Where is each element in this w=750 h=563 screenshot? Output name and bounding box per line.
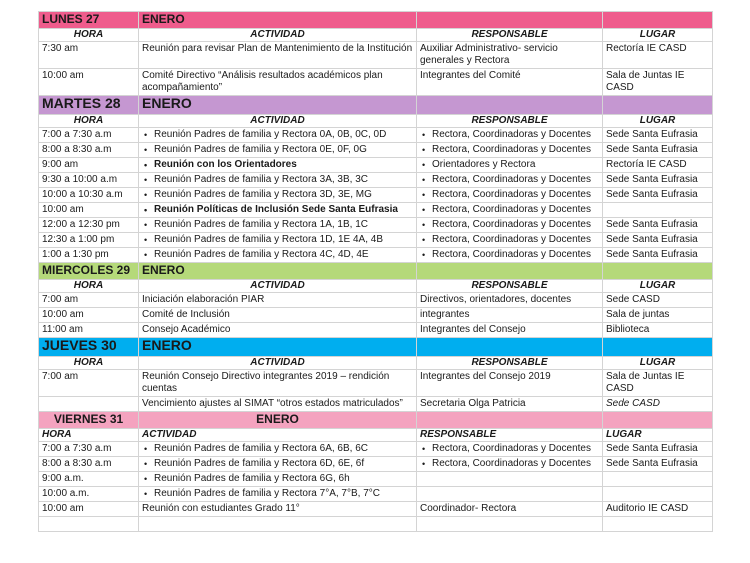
day-header-viernes (39, 412, 713, 429)
cell-lugar (603, 517, 713, 532)
cell-hora: 12:30 a 1:00 pm (39, 233, 139, 248)
day-title: JUEVES 30 (39, 338, 139, 357)
table-row (39, 143, 713, 158)
table-row (39, 487, 713, 502)
col-responsable: RESPONSABLE (417, 357, 603, 370)
cell-lugar: Auditorio IE CASD (603, 502, 713, 517)
cell-lugar: Sede Santa Eufrasia (603, 218, 713, 233)
table-row (39, 370, 713, 397)
cell-hora: 10:00 am (39, 69, 139, 96)
cell-actividad: Reunión para revisar Plan de Mantenimiento de la Institución (139, 42, 417, 69)
cell-actividad: • Reunión con los Orientadores (142, 159, 413, 171)
day-month: ENERO (139, 96, 417, 115)
col-hora: HORA (39, 29, 139, 42)
table-row (39, 173, 713, 188)
table-row (39, 517, 713, 532)
cell-actividad: • Reunión Padres de familia y Rectora 0A, 0B, 0C, 0D (142, 129, 413, 141)
col-actividad: ACTIVIDAD (139, 29, 417, 42)
cell-responsable: • Rectora, Coordinadoras y Docentes (420, 443, 599, 455)
cell-hora (39, 517, 139, 532)
col-actividad: ACTIVIDAD (139, 357, 417, 370)
cell-lugar: Rectoría IE CASD (603, 158, 713, 173)
table-row (39, 442, 713, 457)
day-header-martes (39, 96, 713, 115)
cell-responsable: Integrantes del Comité (417, 69, 603, 96)
col-lugar: LUGAR (603, 29, 713, 42)
col-responsable: RESPONSABLE (417, 115, 603, 128)
cell-responsable: Directivos, orientadores, docentes (417, 293, 603, 308)
column-header-row (39, 429, 713, 442)
cell-lugar: Rectoría IE CASD (603, 42, 713, 69)
cell-actividad: Reunión con estudiantes Grado 11° (139, 502, 417, 517)
cell-lugar: Sede Santa Eufrasia (603, 457, 713, 472)
table-row (39, 218, 713, 233)
table-row (39, 502, 713, 517)
day-title: MIERCOLES 29 (39, 263, 139, 280)
cell-actividad: Comité de Inclusión (139, 308, 417, 323)
cell-responsable: integrantes (417, 308, 603, 323)
cell-responsable: • Orientadores y Rectora (420, 159, 599, 171)
cell-lugar: Sede Santa Eufrasia (603, 143, 713, 158)
col-actividad: ACTIVIDAD (139, 115, 417, 128)
cell-actividad: • Reunión Padres de familia y Rectora 4C, 4D, 4E (142, 249, 413, 261)
cell-hora: 7:30 am (39, 42, 139, 69)
day-title: MARTES 28 (39, 96, 139, 115)
cell-hora: 10:00 a 10:30 a.m (39, 188, 139, 203)
cell-lugar: Sede Santa Eufrasia (603, 188, 713, 203)
table-row (39, 457, 713, 472)
cell-responsable: Coordinador- Rectora (417, 502, 603, 517)
cell-actividad: • Reunión Padres de familia y Rectora 1D, 1E 4A, 4B (142, 234, 413, 246)
cell-actividad: • Reunión Padres de familia y Rectora 6D, 6E, 6f (142, 458, 413, 470)
cell-responsable: • Rectora, Coordinadoras y Docentes (420, 144, 599, 156)
cell-lugar: Biblioteca (603, 323, 713, 338)
cell-actividad: Reunión Consejo Directivo integrantes 2019 – rendición cuentas (139, 370, 417, 397)
column-header-row (39, 115, 713, 128)
cell-responsable: Integrantes del Consejo (417, 323, 603, 338)
cell-hora: 7:00 a 7:30 a.m (39, 442, 139, 457)
cell-actividad: Comité Directivo “Análisis resultados académicos plan acompañamiento” (139, 69, 417, 96)
col-lugar: LUGAR (603, 115, 713, 128)
cell-lugar: Sede Santa Eufrasia (603, 128, 713, 143)
weekly-schedule-document (38, 11, 712, 532)
cell-hora: 10:00 am (39, 203, 139, 218)
schedule-table (38, 11, 713, 532)
col-hora: HORA (39, 280, 139, 293)
table-row (39, 158, 713, 173)
col-hora: HORA (39, 115, 139, 128)
cell-responsable: • Rectora, Coordinadoras y Docentes (420, 129, 599, 141)
cell-responsable: • Rectora, Coordinadoras y Docentes (420, 458, 599, 470)
cell-actividad: Consejo Académico (139, 323, 417, 338)
cell-actividad: • Reunión Padres de familia y Rectora 3A, 3B, 3C (142, 174, 413, 186)
cell-lugar: Sede Santa Eufrasia (603, 248, 713, 263)
cell-lugar: Sala de Juntas IE CASD (603, 370, 713, 397)
col-actividad: ACTIVIDAD (139, 429, 417, 442)
cell-responsable: Integrantes del Consejo 2019 (417, 370, 603, 397)
cell-hora: 9:30 a 10:00 a.m (39, 173, 139, 188)
col-responsable: RESPONSABLE (417, 29, 603, 42)
cell-lugar: Sede CASD (603, 293, 713, 308)
cell-responsable (417, 517, 603, 532)
cell-actividad (139, 517, 417, 532)
day-title: VIERNES 31 (39, 412, 139, 429)
cell-lugar: Sala de juntas (603, 308, 713, 323)
cell-responsable: • Rectora, Coordinadoras y Docentes (420, 219, 599, 231)
cell-hora: 9:00 am (39, 158, 139, 173)
cell-responsable (417, 487, 603, 502)
cell-hora: 7:00 a 7:30 a.m (39, 128, 139, 143)
cell-hora: 1:00 a 1:30 pm (39, 248, 139, 263)
cell-hora: 10:00 a.m. (39, 487, 139, 502)
cell-responsable: • Rectora, Coordinadoras y Docentes (420, 174, 599, 186)
cell-responsable: • Rectora, Coordinadoras y Docentes (420, 234, 599, 246)
cell-hora: 8:00 a 8:30 a.m (39, 143, 139, 158)
cell-lugar (603, 203, 713, 218)
col-lugar: LUGAR (603, 280, 713, 293)
cell-lugar: Sede CASD (603, 397, 713, 412)
cell-lugar: Sede Santa Eufrasia (603, 173, 713, 188)
cell-hora: 7:00 am (39, 370, 139, 397)
cell-lugar (603, 472, 713, 487)
col-responsable: RESPONSABLE (417, 429, 603, 442)
cell-hora: 7:00 am (39, 293, 139, 308)
day-month: ENERO (139, 12, 417, 29)
cell-hora: 12:00 a 12:30 pm (39, 218, 139, 233)
cell-responsable: • Rectora, Coordinadoras y Docentes (420, 204, 599, 216)
cell-actividad: • Reunión Padres de familia y Rectora 0E, 0F, 0G (142, 144, 413, 156)
day-header-lunes (39, 12, 713, 29)
day-header-jueves (39, 338, 713, 357)
cell-actividad: • Reunión Padres de familia y Rectora 6A, 6B, 6C (142, 443, 413, 455)
col-responsable: RESPONSABLE (417, 280, 603, 293)
cell-hora: 10:00 am (39, 308, 139, 323)
cell-hora: 9:00 a.m. (39, 472, 139, 487)
cell-hora: 11:00 am (39, 323, 139, 338)
day-month: ENERO (139, 338, 417, 357)
col-lugar: LUGAR (603, 357, 713, 370)
table-row (39, 233, 713, 248)
cell-hora: 10:00 am (39, 502, 139, 517)
cell-lugar: Sede Santa Eufrasia (603, 233, 713, 248)
table-row (39, 69, 713, 96)
cell-actividad: • Reunión Políticas de Inclusión Sede Santa Eufrasia (142, 204, 413, 216)
table-row (39, 293, 713, 308)
table-row (39, 203, 713, 218)
table-row (39, 472, 713, 487)
table-row (39, 248, 713, 263)
cell-actividad: Iniciación elaboración PIAR (139, 293, 417, 308)
cell-responsable: Auxiliar Administrativo- servicio generales y Rectora (417, 42, 603, 69)
day-title: LUNES 27 (39, 12, 139, 29)
cell-responsable: • Rectora, Coordinadoras y Docentes (420, 249, 599, 261)
table-row (39, 128, 713, 143)
cell-actividad: • Reunión Padres de familia y Rectora 1A, 1B, 1C (142, 219, 413, 231)
column-header-row (39, 357, 713, 370)
cell-actividad: • Reunión Padres de familia y Rectora 6G, 6h (142, 473, 413, 485)
table-row (39, 323, 713, 338)
day-header-miercoles (39, 263, 713, 280)
cell-lugar (603, 487, 713, 502)
cell-actividad: • Reunión Padres de familia y Rectora 3D, 3E, MG (142, 189, 413, 201)
day-month: ENERO (139, 263, 417, 280)
cell-hora (39, 397, 139, 412)
cell-hora: 8:00 a 8:30 a.m (39, 457, 139, 472)
cell-actividad: • Reunión Padres de familia y Rectora 7°A, 7°B, 7°C (142, 488, 413, 500)
column-header-row (39, 280, 713, 293)
table-row (39, 188, 713, 203)
table-row (39, 42, 713, 69)
cell-responsable: • Rectora, Coordinadoras y Docentes (420, 189, 599, 201)
col-actividad: ACTIVIDAD (139, 280, 417, 293)
cell-lugar: Sede Santa Eufrasia (603, 442, 713, 457)
cell-actividad: Vencimiento ajustes al SIMAT “otros estados matriculados” (139, 397, 417, 412)
cell-responsable (417, 472, 603, 487)
cell-responsable: Secretaria Olga Patricia (417, 397, 603, 412)
day-month: ENERO (139, 412, 417, 429)
col-lugar: LUGAR (603, 429, 713, 442)
cell-lugar: Sala de Juntas IE CASD (603, 69, 713, 96)
col-hora: HORA (39, 429, 139, 442)
column-header-row (39, 29, 713, 42)
table-row (39, 308, 713, 323)
col-hora: HORA (39, 357, 139, 370)
table-row (39, 397, 713, 412)
